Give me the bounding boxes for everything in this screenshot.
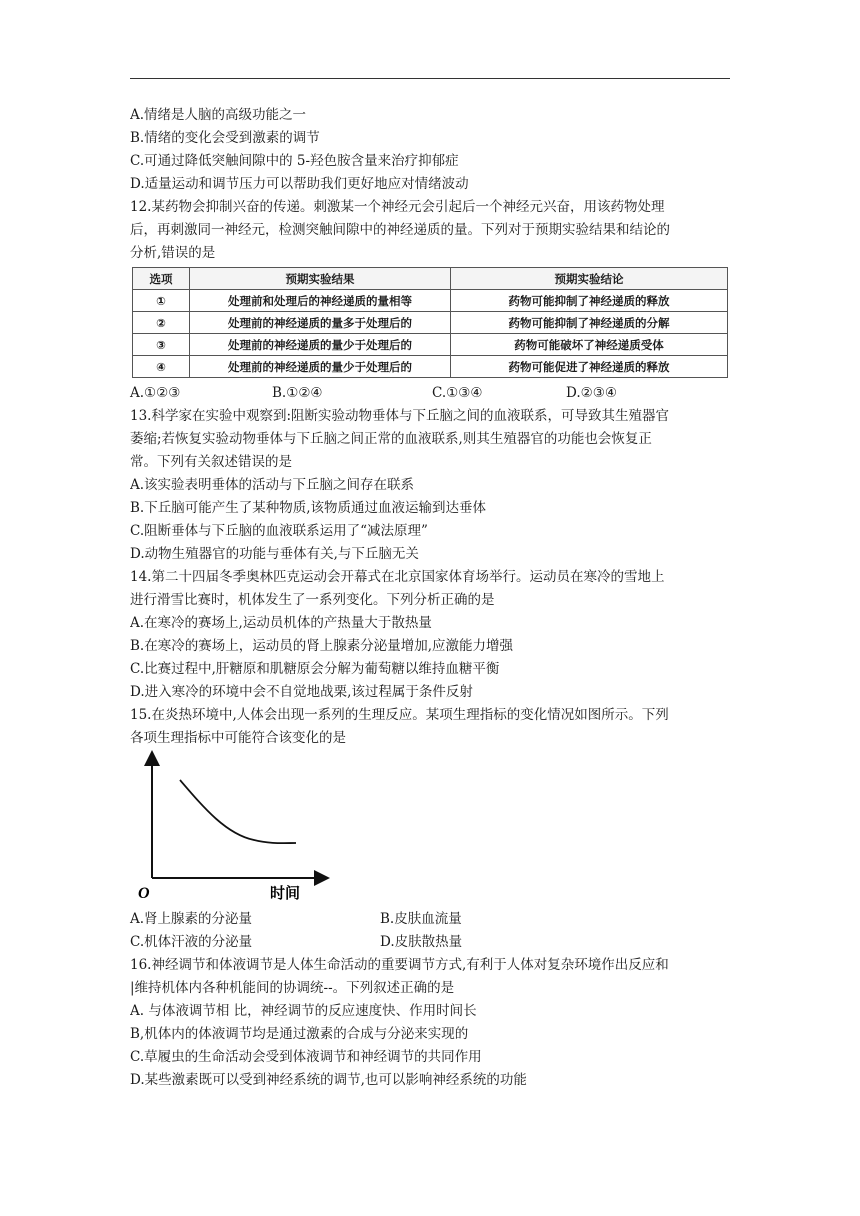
q12-option-c: C.①③④ (432, 385, 483, 401)
q13-line: 常。下列有关叙述错误的是 (130, 454, 292, 470)
q15-line: 各项生理指标中可能符合该变化的是 (130, 730, 346, 746)
q12-stem-line: 分析,错误的是 (130, 245, 216, 261)
q15-option-c: C.机体汗液的分泌量 (130, 934, 253, 950)
q15-graph (130, 750, 730, 908)
q14-option-b: B.在寒冷的赛场上，运动员的肾上腺素分泌量增加,应激能力增强 (130, 638, 514, 654)
q15-option-d: D.皮肤散热量 (380, 934, 463, 950)
x-axis-label: 时间 (270, 884, 301, 902)
decay-curve (180, 780, 296, 843)
q15-options-row2 (130, 931, 730, 954)
row-result: 处理前的神经递质的量多于处理后的 (190, 312, 451, 334)
row-result: 处理前的神经递质的量少于处理后的 (190, 356, 451, 378)
table-row (133, 356, 728, 378)
header-rule (130, 78, 730, 79)
origin-label: O (138, 885, 150, 902)
q14-option-d: D.进入寒冷的环境中会不自觉地战栗,该过程属于条件反射 (130, 684, 473, 700)
q14-option-a: A.在寒冷的赛场上,运动员机体的产热量大于散热量 (130, 615, 432, 631)
row-option: ③ (133, 334, 190, 356)
row-option: ① (133, 290, 190, 312)
header-option: 选项 (133, 268, 190, 290)
q12-stem-line: 12.某药物会抑制兴奋的传递。刺激某一个神经元会引起后一个神经元兴奋，用该药物处理 (130, 199, 665, 215)
q13-option-b: B.下丘脑可能产生了某种物质,该物质通过血液运输到达垂体 (130, 500, 487, 516)
q11-option-d: D.适量运动和调节压力可以帮助我们更好地应对情绪波动 (130, 176, 469, 192)
row-conclusion: 药物可能促进了神经递质的释放 (451, 356, 728, 378)
q14-line: 14.第二十四届冬季奥林匹克运动会开幕式在北京国家体育场举行。运动员在寒冷的雪地上 (130, 569, 665, 585)
row-conclusion: 药物可能破坏了神经递质受体 (451, 334, 728, 356)
q12-option-b: B.①②④ (272, 385, 323, 401)
q12-stem-line: 后，再刺激同一神经元，检测突触间隙中的神经递质的量。下列对于预期实验结果和结论的 (130, 222, 670, 238)
header-result: 预期实验结果 (190, 268, 451, 290)
q11-option-b: B.情绪的变化会受到激素的调节 (130, 130, 320, 146)
header-conclusion: 预期实验结论 (451, 268, 728, 290)
q13-option-a: A.该实验表明垂体的活动与下丘脑之间存在联系 (130, 477, 415, 493)
row-result: 处理前的神经递质的量少于处理后的 (190, 334, 451, 356)
question-14 (130, 566, 730, 704)
row-conclusion: 药物可能抑制了神经递质的分解 (451, 312, 728, 334)
q16-line: |维持机体内各种机能间的协调统--。下列叙述正确的是 (130, 980, 455, 996)
q16-option-b: B,机体内的体液调节均是通过激素的合成与分泌来实现的 (130, 1026, 469, 1042)
row-option: ② (133, 312, 190, 334)
question-15 (130, 704, 730, 954)
q11-options (130, 104, 730, 196)
q15-option-a: A.肾上腺素的分泌量 (130, 911, 253, 927)
q12-option-d: D.②③④ (566, 385, 617, 401)
table-row (133, 334, 728, 356)
q14-option-c: C.比赛过程中,肝糖原和肌糖原会分解为葡萄糖以维持血糖平衡 (130, 661, 500, 677)
decay-curve-figure (134, 750, 334, 902)
q13-line: 萎缩;若恢复实验动物垂体与下丘脑之间正常的血液联系,则其生殖器官的功能也会恢复正 (130, 431, 652, 447)
question-16 (130, 954, 730, 1092)
q11-option-a: A.情绪是人脑的高级功能之一 (130, 107, 307, 123)
question-13 (130, 405, 730, 566)
q13-line: 13.科学家在实验中观察到:阻断实验动物垂体与下丘脑之间的血液联系，可导致其生殖器官 (130, 408, 670, 424)
table-row (133, 312, 728, 334)
q16-option-a: A. 与体液调节相 比，神经调节的反应速度快、作用时间长 (130, 1003, 477, 1019)
q15-option-b: B.皮肤血流量 (380, 911, 462, 927)
row-result: 处理前和处理后的神经递质的量相等 (190, 290, 451, 312)
q12-options (130, 382, 730, 405)
q13-option-d: D.动物生殖器官的功能与垂体有关,与下丘脑无关 (130, 546, 419, 562)
table-header-row (133, 268, 728, 290)
table-row (133, 290, 728, 312)
q12-option-a: A.①②③ (130, 385, 181, 401)
q11-option-c: C.可通过降低突触间隙中的 5-羟色胺含量来治疗抑郁症 (130, 153, 459, 169)
q16-option-d: D.某些激素既可以受到神经系统的调节,也可以影响神经系统的功能 (130, 1072, 527, 1088)
row-conclusion: 药物可能抑制了神经递质的释放 (451, 290, 728, 312)
q13-option-c: C.阻断垂体与下丘脑的血液联系运用了“减法原理” (130, 523, 428, 539)
row-option: ④ (133, 356, 190, 378)
q15-line: 15.在炎热环境中,人体会出现一系列的生理反应。某项生理指标的变化情况如图所示。下列 (130, 707, 669, 723)
exam-page (130, 104, 730, 1092)
q16-line: 16.神经调节和体液调节是人体生命活动的重要调节方式,有利于人体对复杂环境作出反应和 (130, 957, 669, 973)
q15-options-row1 (130, 908, 730, 931)
question-12 (130, 196, 730, 405)
q16-option-c: C.草履虫的生命活动会受到体液调节和神经调节的共同作用 (130, 1049, 482, 1065)
q14-line: 进行滑雪比赛时，机体发生了一系列变化。下列分析正确的是 (130, 592, 495, 608)
q12-table (132, 267, 728, 378)
